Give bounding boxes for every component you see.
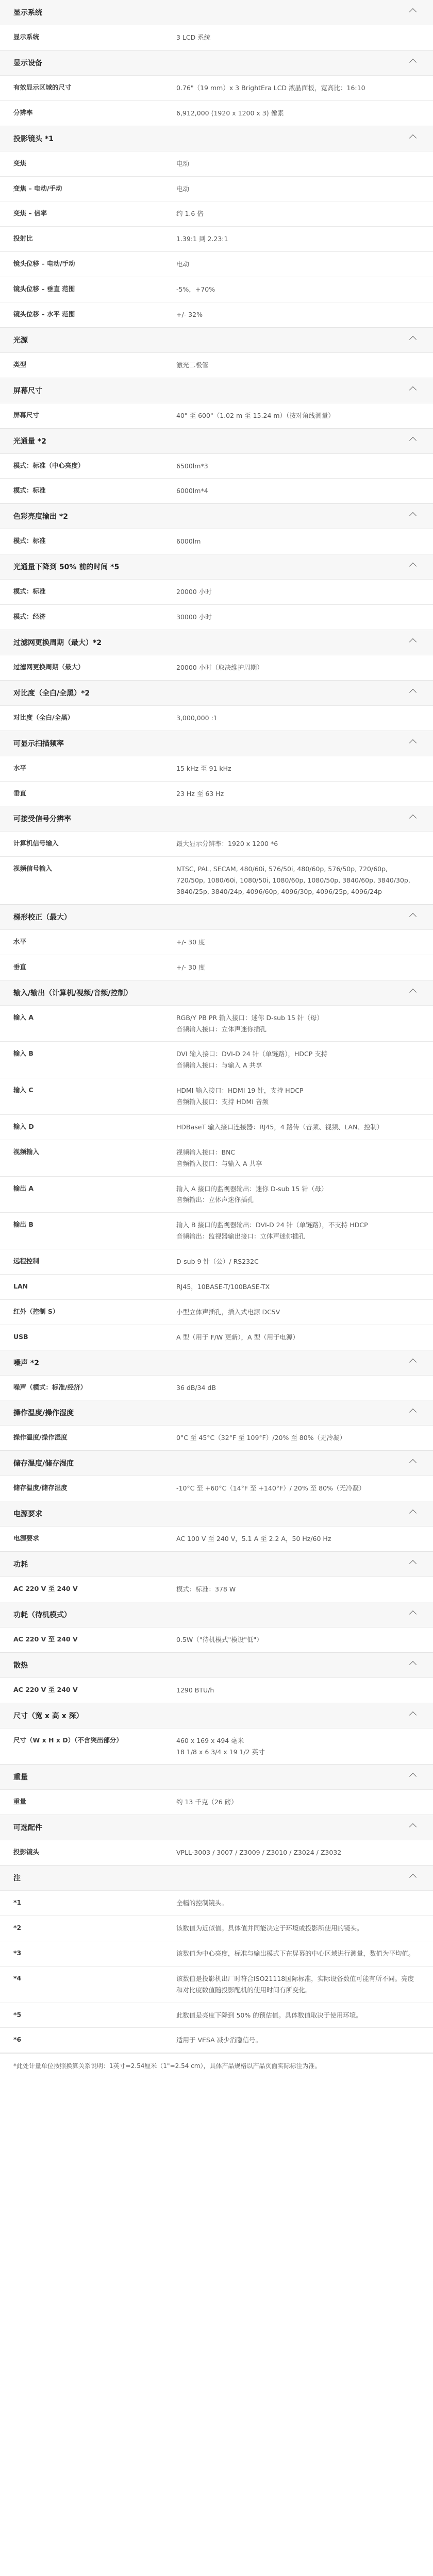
spec-value: 最大显示分辨率：1920 x 1200 *6 xyxy=(176,840,278,848)
spec-value: A 型（用于 F/W 更新），A 型（用于电源） xyxy=(176,1333,299,1341)
section-title: 光通量 *2 xyxy=(13,437,46,446)
chevron-up-icon[interactable] xyxy=(409,689,417,696)
spec-value: 该数值是投影机出厂时符合ISO21118国际标准，实际设备数值可能有所不同。亮度和对比度数值随投影配机的使用时间有所变化。 xyxy=(176,1974,414,1994)
spec-value: -10°C 至 +60°C（14°F 至 +140°F）/ 20% 至 80%（无冷凝） xyxy=(176,1484,365,1493)
chevron-up-icon[interactable] xyxy=(409,1358,417,1365)
spec-value: 全幅的控制镜头。 xyxy=(176,1899,228,1907)
spec-value: 20000 小时 xyxy=(176,588,212,596)
spec-row xyxy=(0,1005,433,1042)
spec-label: 垂直 xyxy=(13,789,27,797)
spec-label: 类型 xyxy=(13,360,27,368)
spec-row xyxy=(0,1728,433,1765)
spec-label: 操作温度/操作湿度 xyxy=(13,1433,68,1442)
spec-row xyxy=(0,1789,433,1815)
section-header[interactable] xyxy=(0,1400,433,1425)
spec-label: 水平 xyxy=(13,764,27,772)
spec-row xyxy=(0,75,433,100)
footnote: *此处计量单位按照换算关系说明：1英寸=2.54厘米（1"=2.54 cm），具体产品规格以产品页面实际标注为准。 xyxy=(0,2053,433,2081)
spec-value: HDBaseT 输入接口连接器：RJ45，4 路传（音频、视频、LAN、控制） xyxy=(176,1123,384,1131)
section-title: 光源 xyxy=(13,336,28,345)
spec-label: *4 xyxy=(13,1974,22,1982)
section-title: 显示设备 xyxy=(13,59,42,67)
spec-value: -5%，+70% xyxy=(176,285,215,293)
section-header[interactable] xyxy=(0,1350,433,1375)
spec-row xyxy=(0,277,433,302)
spec-label: *1 xyxy=(13,1899,22,1907)
spec-row xyxy=(0,453,433,479)
spec-section xyxy=(0,1602,433,1653)
spec-row xyxy=(0,1176,433,1213)
spec-label: 投影镜头 xyxy=(13,1848,40,1856)
spec-label: 镜头位移 – 垂直 范围 xyxy=(13,285,75,293)
spec-value: 模式：标准：378 W xyxy=(176,1585,236,1593)
chevron-up-icon[interactable] xyxy=(409,1459,417,1466)
spec-value: 1290 BTU/h xyxy=(176,1686,214,1694)
chevron-up-icon[interactable] xyxy=(409,134,417,142)
spec-row xyxy=(0,151,433,176)
spec-row xyxy=(0,1526,433,1551)
spec-section xyxy=(0,0,433,50)
spec-section xyxy=(0,429,433,504)
spec-row xyxy=(0,176,433,201)
chevron-up-icon[interactable] xyxy=(409,386,417,394)
spec-value: RGB/Y PB PR 输入接口：迷你 D-sub 15 针（母） 音频输入接口：立体声迷你插孔 xyxy=(176,1013,323,1033)
spec-section xyxy=(0,905,433,980)
spec-row xyxy=(0,1212,433,1249)
chevron-up-icon[interactable] xyxy=(409,815,417,822)
spec-section xyxy=(0,504,433,554)
spec-value: 0.5W（"待机模式"模设"低"） xyxy=(176,1635,263,1643)
spec-value: 3,000,000 :1 xyxy=(176,714,218,722)
spec-row xyxy=(0,1966,433,2003)
chevron-up-icon[interactable] xyxy=(409,638,417,646)
spec-value: 6,912,000 (1920 x 1200 x 3) 像素 xyxy=(176,109,284,117)
spec-row xyxy=(0,1677,433,1703)
spec-section xyxy=(0,630,433,681)
spec-row xyxy=(0,1274,433,1299)
section-header[interactable] xyxy=(0,1602,433,1627)
section-header[interactable] xyxy=(0,126,433,151)
spec-row xyxy=(0,201,433,226)
chevron-up-icon[interactable] xyxy=(409,1773,417,1780)
spec-row xyxy=(0,2027,433,2053)
spec-value: 15 kHz 至 91 kHz xyxy=(176,764,231,772)
spec-row xyxy=(0,1890,433,1916)
section-title: 对比度（全白/全黑）*2 xyxy=(13,689,90,698)
spec-label: 模式：标准 xyxy=(13,587,46,596)
section-title: 可接受信号分辨率 xyxy=(13,815,71,824)
spec-value: D-sub 9 针（公）/ RS232C xyxy=(176,1258,259,1265)
spec-value: 40" 至 600"（1.02 m 至 15.24 m）（按对角线测量） xyxy=(176,411,335,419)
spec-row xyxy=(0,226,433,251)
section-header[interactable] xyxy=(0,1765,433,1789)
section-header[interactable] xyxy=(0,1552,433,1577)
chevron-up-icon[interactable] xyxy=(409,436,417,444)
spec-label: 输入 B xyxy=(13,1049,34,1058)
spec-section xyxy=(0,554,433,630)
section-header[interactable] xyxy=(0,328,433,352)
section-title: 可显示扫描频率 xyxy=(13,739,64,748)
chevron-up-icon[interactable] xyxy=(409,739,417,747)
spec-row xyxy=(0,604,433,630)
spec-row xyxy=(0,302,433,327)
chevron-up-icon[interactable] xyxy=(409,1661,417,1668)
spec-value: RJ45，10BASE-T/100BASE-TX xyxy=(176,1282,270,1291)
spec-row xyxy=(0,929,433,955)
spec-label: USB xyxy=(13,1332,28,1341)
section-header[interactable] xyxy=(0,504,433,529)
spec-section xyxy=(0,1400,433,1451)
section-title: 光通量下降到 50% 前的时间 *5 xyxy=(13,563,120,572)
spec-label: 储存温度/储存湿度 xyxy=(13,1484,68,1492)
section-header[interactable] xyxy=(0,1451,433,1476)
spec-row xyxy=(0,25,433,50)
spec-label: 有效显示区域的尺寸 xyxy=(13,83,72,91)
chevron-up-icon[interactable] xyxy=(409,512,417,519)
section-header[interactable] xyxy=(0,1653,433,1677)
spec-section xyxy=(0,126,433,328)
spec-label: 视频输入 xyxy=(13,1147,40,1156)
spec-row xyxy=(0,403,433,428)
spec-value: AC 100 V 至 240 V，5.1 A 至 2.2 A，50 Hz/60 Hz xyxy=(176,1535,331,1543)
spec-row xyxy=(0,856,433,904)
chevron-up-icon[interactable] xyxy=(409,1874,417,1881)
section-title: 屏幕尺寸 xyxy=(13,386,42,395)
section-header[interactable] xyxy=(0,429,433,453)
spec-row xyxy=(0,1249,433,1274)
spec-value: 3 LCD 系统 xyxy=(176,33,211,41)
spec-section xyxy=(0,1451,433,1501)
section-header[interactable] xyxy=(0,1815,433,1840)
spec-label: 投射比 xyxy=(13,234,33,243)
spec-value: 36 dB/34 dB xyxy=(176,1383,216,1392)
spec-value: 0°C 至 45°C（32°F 至 109°F）/20% 至 80%（无冷凝） xyxy=(176,1434,346,1442)
spec-label: 尺寸（W x H x D）（不含突出部分） xyxy=(13,1736,123,1744)
spec-value: 电动 xyxy=(176,159,190,167)
section-header[interactable] xyxy=(0,905,433,929)
section-title: 输入/输出（计算机/视频/音频/控制） xyxy=(13,989,132,997)
section-header[interactable] xyxy=(0,1866,433,1890)
spec-value: 20000 小时（取决维护周期） xyxy=(176,663,263,671)
spec-label: LAN xyxy=(13,1282,28,1290)
spec-row xyxy=(0,100,433,126)
spec-value: 460 x 169 x 494 毫米 18 1/8 x 6 3/4 x 19 1/2 英寸 xyxy=(176,1736,265,1756)
spec-row xyxy=(0,529,433,554)
spec-row xyxy=(0,1325,433,1350)
section-title: 电源要求 xyxy=(13,1510,42,1519)
spec-row xyxy=(0,655,433,680)
spec-section xyxy=(0,378,433,429)
chevron-up-icon[interactable] xyxy=(409,1611,417,1618)
spec-label: 计算机信号输入 xyxy=(13,839,59,848)
spec-value: HDMI 输入接口：HDMI 19 针，支持 HDCP 音频输入接口：支持 HDMI 音频 xyxy=(176,1087,304,1106)
spec-label: 变焦 – 电动/手动 xyxy=(13,184,62,192)
spec-label: 重量 xyxy=(13,1798,27,1806)
spec-value: 电动 xyxy=(176,260,190,268)
spec-row xyxy=(0,1840,433,1865)
spec-label: 模式：标准 xyxy=(13,537,46,545)
spec-value: 激光二极管 xyxy=(176,361,209,369)
spec-row xyxy=(0,1299,433,1325)
spec-section xyxy=(0,980,433,1350)
section-header[interactable] xyxy=(0,50,433,75)
spec-label: 镜头位移 – 水平 范围 xyxy=(13,310,75,318)
spec-label: 水平 xyxy=(13,937,27,945)
spec-label: 视频信号输入 xyxy=(13,865,53,873)
spec-label: 红外（控制 S） xyxy=(13,1307,59,1315)
spec-value: 6500lm*3 xyxy=(176,462,208,470)
spec-value: 30000 小时 xyxy=(176,613,212,621)
spec-row xyxy=(0,251,433,277)
spec-value: 约 13 千克（26 磅） xyxy=(176,1798,238,1806)
spec-label: 输入 D xyxy=(13,1122,34,1130)
spec-label: 输入 C xyxy=(13,1086,34,1094)
chevron-up-icon[interactable] xyxy=(409,1823,417,1831)
spec-row xyxy=(0,781,433,806)
spec-section xyxy=(0,50,433,126)
spec-row xyxy=(0,1627,433,1652)
section-header[interactable] xyxy=(0,681,433,705)
spec-row xyxy=(0,1078,433,1114)
section-title: 可选配件 xyxy=(13,1824,42,1833)
section-header[interactable] xyxy=(0,1703,433,1728)
spec-value: 电动 xyxy=(176,184,190,193)
spec-row xyxy=(0,1425,433,1450)
spec-value: 该数值为近似值。具体值并同能决定于环境或投影所使用的镜头。 xyxy=(176,1924,363,1932)
spec-row xyxy=(0,705,433,731)
spec-row xyxy=(0,1114,433,1140)
spec-row xyxy=(0,478,433,503)
spec-label: 噪声（模式：标准/经济） xyxy=(13,1383,87,1391)
spec-label: 输入 A xyxy=(13,1013,34,1021)
spec-label: 变焦 xyxy=(13,159,27,167)
section-header[interactable] xyxy=(0,806,433,831)
chevron-up-icon[interactable] xyxy=(409,59,417,66)
spec-section xyxy=(0,1703,433,1765)
spec-section xyxy=(0,681,433,731)
spec-label: 过滤网更换周期（最大） xyxy=(13,663,85,671)
section-title: 操作温度/操作湿度 xyxy=(13,1409,74,1418)
spec-value: 0.76"（19 mm）x 3 BrightEra LCD 液晶面板，宽高比：16:10 xyxy=(176,83,365,92)
spec-value: 小型立体声插孔，插入式电源 DC5V xyxy=(176,1308,280,1316)
section-title: 梯形校正（最大） xyxy=(13,913,71,922)
section-title: 噪声 *2 xyxy=(13,1359,39,1367)
section-title: 功耗（待机模式） xyxy=(13,1611,71,1619)
chevron-up-icon[interactable] xyxy=(409,989,417,996)
spec-row xyxy=(0,831,433,856)
spec-row xyxy=(0,1375,433,1400)
spec-label: *6 xyxy=(13,2036,22,2044)
spec-label: *3 xyxy=(13,1948,22,1957)
spec-row xyxy=(0,1941,433,1966)
spec-row xyxy=(0,1577,433,1602)
spec-value: 输入 B 接口的监视器输出：DVI-D 24 针（单链路），不支持 HDCP 音频输出：监视器输出接口：立体声迷你插孔 xyxy=(176,1221,368,1241)
spec-section xyxy=(0,1765,433,1815)
spec-section xyxy=(0,806,433,905)
spec-value: +/- 32% xyxy=(176,310,203,318)
spec-value: NTSC, PAL, SECAM, 480/60i, 576/50i, 480/60p, 576/50p, 720/60p, 720/50p, 1080/60i, 1080/50i, 1080/60p, 1080/50p, 3840/60p, 3840/30p, 3840/25p, 3840/24p, 4096/60p, 4096/30p, 4096/25p, 4096/24p xyxy=(176,865,410,895)
spec-value: +/- 30 度 xyxy=(176,938,205,946)
spec-row xyxy=(0,1041,433,1078)
spec-label: 对比度（全白/全黑） xyxy=(13,713,74,721)
spec-value: 视频输入接口：BNC 音频输入接口：与输入 A 共享 xyxy=(176,1148,262,1167)
section-title: 显示系统 xyxy=(13,9,42,17)
spec-section xyxy=(0,1815,433,1866)
section-title: 注 xyxy=(13,1874,21,1883)
spec-label: 输出 A xyxy=(13,1184,34,1192)
spec-label: 垂直 xyxy=(13,962,27,971)
chevron-up-icon[interactable] xyxy=(409,336,417,343)
spec-label: AC 220 V 至 240 V xyxy=(13,1585,78,1592)
spec-label: 模式：标准（中心亮度） xyxy=(13,461,85,469)
spec-value: 1.39:1 到 2.23:1 xyxy=(176,235,228,243)
spec-value: 适用于 VESA 减少消隐信号。 xyxy=(176,2036,262,2044)
chevron-up-icon[interactable] xyxy=(409,1560,417,1567)
section-header[interactable] xyxy=(0,0,433,25)
spec-row xyxy=(0,955,433,980)
spec-value: VPLL-3003 / 3007 / Z3009 / Z3010 / Z3024 / Z3032 xyxy=(176,1849,342,1857)
spec-label: 镜头位移 – 电动/手动 xyxy=(13,260,75,268)
spec-value: 6000lm xyxy=(176,537,201,546)
chevron-up-icon[interactable] xyxy=(409,1409,417,1416)
section-header[interactable] xyxy=(0,378,433,403)
spec-label: 分辨率 xyxy=(13,108,33,116)
spec-value: 23 Hz 至 63 Hz xyxy=(176,789,224,798)
section-title: 尺寸（宽 x 高 x 深） xyxy=(13,1711,84,1720)
spec-label: 模式：标准 xyxy=(13,486,46,495)
section-header[interactable] xyxy=(0,731,433,756)
section-title: 色彩亮度输出 *2 xyxy=(13,513,68,521)
spec-section xyxy=(0,1350,433,1401)
spec-label: 电源要求 xyxy=(13,1534,40,1543)
spec-label: 变焦 – 倍率 xyxy=(13,209,47,217)
spec-value: 约 1.6 倍 xyxy=(176,210,204,218)
spec-section xyxy=(0,731,433,807)
spec-row xyxy=(0,1916,433,1941)
spec-row xyxy=(0,1140,433,1176)
section-header[interactable] xyxy=(0,630,433,655)
spec-label: *2 xyxy=(13,1924,22,1931)
spec-row xyxy=(0,579,433,604)
spec-section xyxy=(0,1552,433,1602)
section-title: 投影镜头 *1 xyxy=(13,134,54,143)
spec-label: 模式：经济 xyxy=(13,613,46,620)
spec-value: +/- 30 度 xyxy=(176,963,205,971)
spec-label: AC 220 V 至 240 V xyxy=(13,1685,78,1693)
spec-row xyxy=(0,352,433,378)
spec-section xyxy=(0,328,433,378)
spec-label: 屏幕尺寸 xyxy=(13,411,40,419)
section-title: 散热 xyxy=(13,1661,28,1670)
spec-value: 此数值是亮度下降到 50% 的预估值。具体数值取决于使用环境。 xyxy=(176,2011,362,2019)
spec-value: DVI 输入接口：DVI-D 24 针（单链路），HDCP 支持 音频输入接口：与输入 A 共享 xyxy=(176,1050,328,1070)
chevron-up-icon[interactable] xyxy=(409,1711,417,1719)
chevron-up-icon[interactable] xyxy=(409,8,417,15)
chevron-up-icon[interactable] xyxy=(409,563,417,570)
spec-label: 显示系统 xyxy=(13,33,40,41)
spec-row xyxy=(0,756,433,781)
spec-value: 该数值为中心亮度，标准与输出模式下在屏幕的中心区域进行测量，数值为平均值。 xyxy=(176,1949,415,1957)
section-header[interactable] xyxy=(0,554,433,579)
section-title: 过滤网更换周期（最大）*2 xyxy=(13,638,102,647)
section-title: 重量 xyxy=(13,1773,28,1782)
section-title: 功耗 xyxy=(13,1561,28,1569)
spec-section xyxy=(0,1501,433,1552)
spec-label: AC 220 V 至 240 V xyxy=(13,1635,78,1643)
chevron-up-icon[interactable] xyxy=(409,1510,417,1517)
spec-value: 输入 A 接口的监视器输出：迷你 D-sub 15 针（母） 音频输出：立体声迷你插孔 xyxy=(176,1184,328,1204)
spec-label: *5 xyxy=(13,2010,22,2019)
chevron-up-icon[interactable] xyxy=(409,913,417,920)
spec-value: 6000lm*4 xyxy=(176,487,208,495)
spec-label: 远程控制 xyxy=(13,1257,40,1265)
spec-section xyxy=(0,1653,433,1703)
section-header[interactable] xyxy=(0,980,433,1005)
spec-row xyxy=(0,1476,433,1501)
section-title: 储存温度/储存湿度 xyxy=(13,1460,74,1468)
spec-row xyxy=(0,2003,433,2028)
spec-section xyxy=(0,1866,433,2053)
spec-label: 输出 B xyxy=(13,1221,34,1229)
section-header[interactable] xyxy=(0,1501,433,1526)
